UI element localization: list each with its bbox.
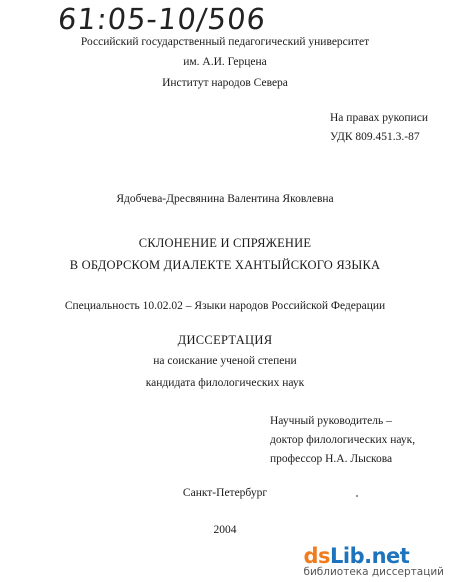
supervisor-title: Научный руководитель –	[270, 415, 392, 427]
dslib-logo: dsLib.net	[303, 543, 410, 568]
udk-code: УДК 809.451.3.-87	[330, 131, 420, 143]
supervisor-name: профессор Н.А. Лыскова	[270, 453, 393, 465]
specialty: Специальность 10.02.02 – Языки народов Российской Федерации	[64, 300, 386, 312]
scan-speck	[356, 495, 358, 497]
manuscript-rights: На правах рукописи	[330, 112, 428, 124]
degree-line-1: на соискание ученой степени	[153, 355, 297, 367]
author-name: Ядобчева-Дресвянина Валентина Яковлевна	[116, 193, 334, 205]
title-line-1: СКЛОНЕНИЕ И СПРЯЖЕНИЕ	[138, 236, 312, 250]
dissertation-heading: ДИССЕРТАЦИЯ	[177, 333, 273, 347]
university-name: Российский государственный педагогический университет	[80, 36, 370, 48]
university-eponym: им. А.И. Герцена	[183, 56, 267, 68]
city: Санкт-Петербург	[182, 487, 268, 499]
title-line-2: В ОБДОРСКОМ ДИАЛЕКТЕ ХАНТЫЙСКОГО ЯЗЫКА	[69, 258, 381, 272]
dslib-tagline: библиотека диссертаций	[303, 565, 444, 578]
year: 2004	[213, 524, 237, 536]
degree-line-2: кандидата филологических наук	[145, 377, 305, 389]
institute-name: Институт народов Севера	[162, 77, 288, 89]
supervisor-degree: доктор филологических наук,	[270, 434, 416, 446]
handwritten-catalog-number: 61:05-10/506	[56, 2, 268, 36]
dslib-watermark	[303, 545, 444, 578]
